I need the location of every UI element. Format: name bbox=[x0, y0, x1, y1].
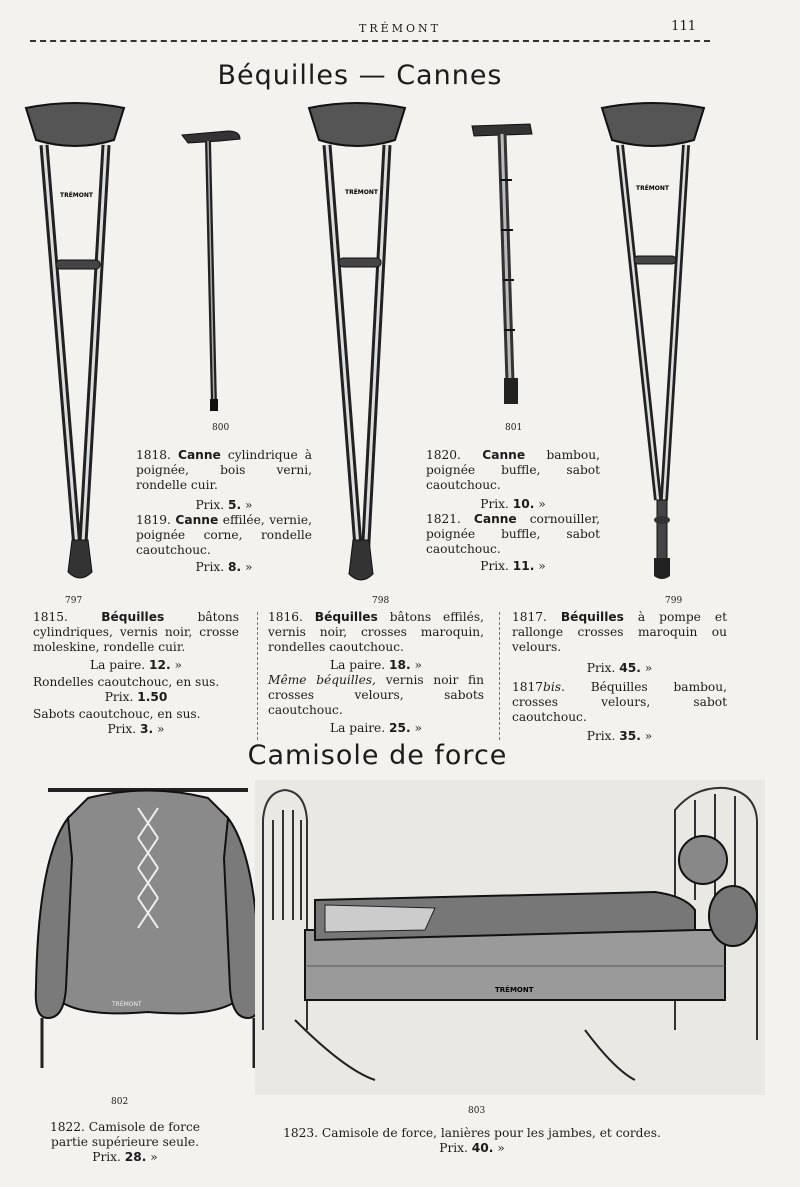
column-separator-2 bbox=[499, 612, 500, 740]
cane-801-illustration bbox=[470, 120, 540, 410]
item-1822 bbox=[30, 1120, 220, 1165]
item-1816-desc: 1816. Béquilles bâtons effilés, vernis noir, crosses maroquin, rondelles caoutchouc. bbox=[268, 610, 484, 654]
item-1823-desc: 1823. Camisole de force, lanières pour les jambes, et cordes. bbox=[283, 1126, 661, 1140]
item-1823-price: Prix. 40. » bbox=[439, 1141, 505, 1155]
fig-802-label: 802 bbox=[111, 1097, 129, 1107]
item-1822-desc: 1822. Camisole de force partie supérieure seule. bbox=[50, 1120, 200, 1149]
item-1822-price: Prix. 28. » bbox=[92, 1150, 158, 1164]
item-1819-desc: 1819. Canne effilée, vernie, poignée corne, rondelle caoutchouc. bbox=[136, 513, 312, 557]
fig-798-label: 798 bbox=[372, 596, 390, 606]
fig-803-label: 803 bbox=[468, 1106, 486, 1116]
section-title-bequilles: Béquilles — Cannes bbox=[217, 60, 503, 91]
item-1818-price: Prix. 5. » bbox=[195, 498, 253, 512]
item-1821-price: Prix. 11. » bbox=[480, 559, 546, 573]
item-1821-desc: 1821. Canne cornouiller, poignée buffle, sabot caoutchouc. bbox=[426, 512, 601, 556]
item-1823 bbox=[262, 1126, 682, 1156]
page-number: 111 bbox=[671, 19, 696, 34]
item-1815 bbox=[33, 610, 239, 737]
item-1820-price: Prix. 10. » bbox=[480, 497, 546, 511]
fig-801-label: 801 bbox=[505, 423, 523, 433]
items-1820-1821 bbox=[426, 448, 600, 574]
item-1817bis-price: Prix. 35. » bbox=[586, 729, 653, 743]
item-1815-desc: 1815. Béquilles bâtons cylindriques, vernis noir, crosse moleskine, rondelle cuir. bbox=[33, 610, 240, 654]
header-rule bbox=[30, 40, 710, 42]
bed-straitjacket-803-illustration bbox=[255, 780, 765, 1095]
running-title: TRÉMONT bbox=[359, 22, 441, 35]
crutch-797-illustration bbox=[20, 100, 130, 590]
item-1815-extra1: Rondelles caoutchouc, en sus. bbox=[33, 675, 220, 689]
crutch-797-stamp: TRÉMONT bbox=[60, 192, 93, 199]
item-1817-price: Prix. 45. » bbox=[586, 661, 653, 675]
crutch-798-stamp: TRÉMONT bbox=[345, 189, 378, 196]
item-1816-pair-price: La paire. 18. » bbox=[330, 658, 422, 672]
item-1818-desc: 1818. Canne cylindrique à poignée, bois verni, rondelle cuir. bbox=[136, 448, 313, 492]
crutch-799-illustration bbox=[598, 100, 708, 590]
items-1818-1819 bbox=[136, 448, 312, 575]
cane-800-illustration bbox=[180, 125, 245, 415]
item-1817-desc: 1817. Béquilles à pompe et rallonge crosses maroquin ou velours. bbox=[512, 610, 727, 654]
section-title-camisole: Camisole de force bbox=[247, 740, 508, 771]
straitjacket-802-illustration bbox=[28, 778, 268, 1088]
fig-800-label: 800 bbox=[212, 423, 230, 433]
fig-797-label: 797 bbox=[65, 596, 83, 606]
item-1817 bbox=[512, 610, 727, 744]
item-1820-desc: 1820. Canne bambou, poignée buffle, sabot caoutchouc. bbox=[426, 448, 600, 492]
item-1816-pair-price-2: La paire. 25. » bbox=[330, 721, 422, 735]
bed-803-stamp: TRÉMONT bbox=[495, 986, 534, 994]
item-1815-pair-price: La paire. 12. » bbox=[90, 658, 182, 672]
crutch-798-illustration bbox=[305, 100, 410, 590]
item-1815-extra2: Sabots caoutchouc, en sus. bbox=[33, 707, 201, 721]
fig-799-label: 799 bbox=[665, 596, 683, 606]
item-1816-variant: Même béquilles, vernis noir fin crosses velours, sabots caoutchouc. bbox=[268, 673, 485, 717]
item-1815-extra1-price: Prix. 1.50 bbox=[104, 690, 168, 704]
column-separator-1 bbox=[257, 612, 258, 740]
item-1815-extra2-price: Prix. 3. » bbox=[107, 722, 165, 736]
item-1816 bbox=[268, 610, 484, 736]
straitjacket-802-stamp: TRÉMONT bbox=[112, 1001, 142, 1008]
item-1817bis-desc: 1817bis. Béquilles bambou, crosses velours, sabot caoutchouc. bbox=[512, 680, 727, 724]
item-1819-price: Prix. 8. » bbox=[195, 560, 253, 574]
crutch-799-stamp: TRÉMONT bbox=[636, 185, 669, 192]
